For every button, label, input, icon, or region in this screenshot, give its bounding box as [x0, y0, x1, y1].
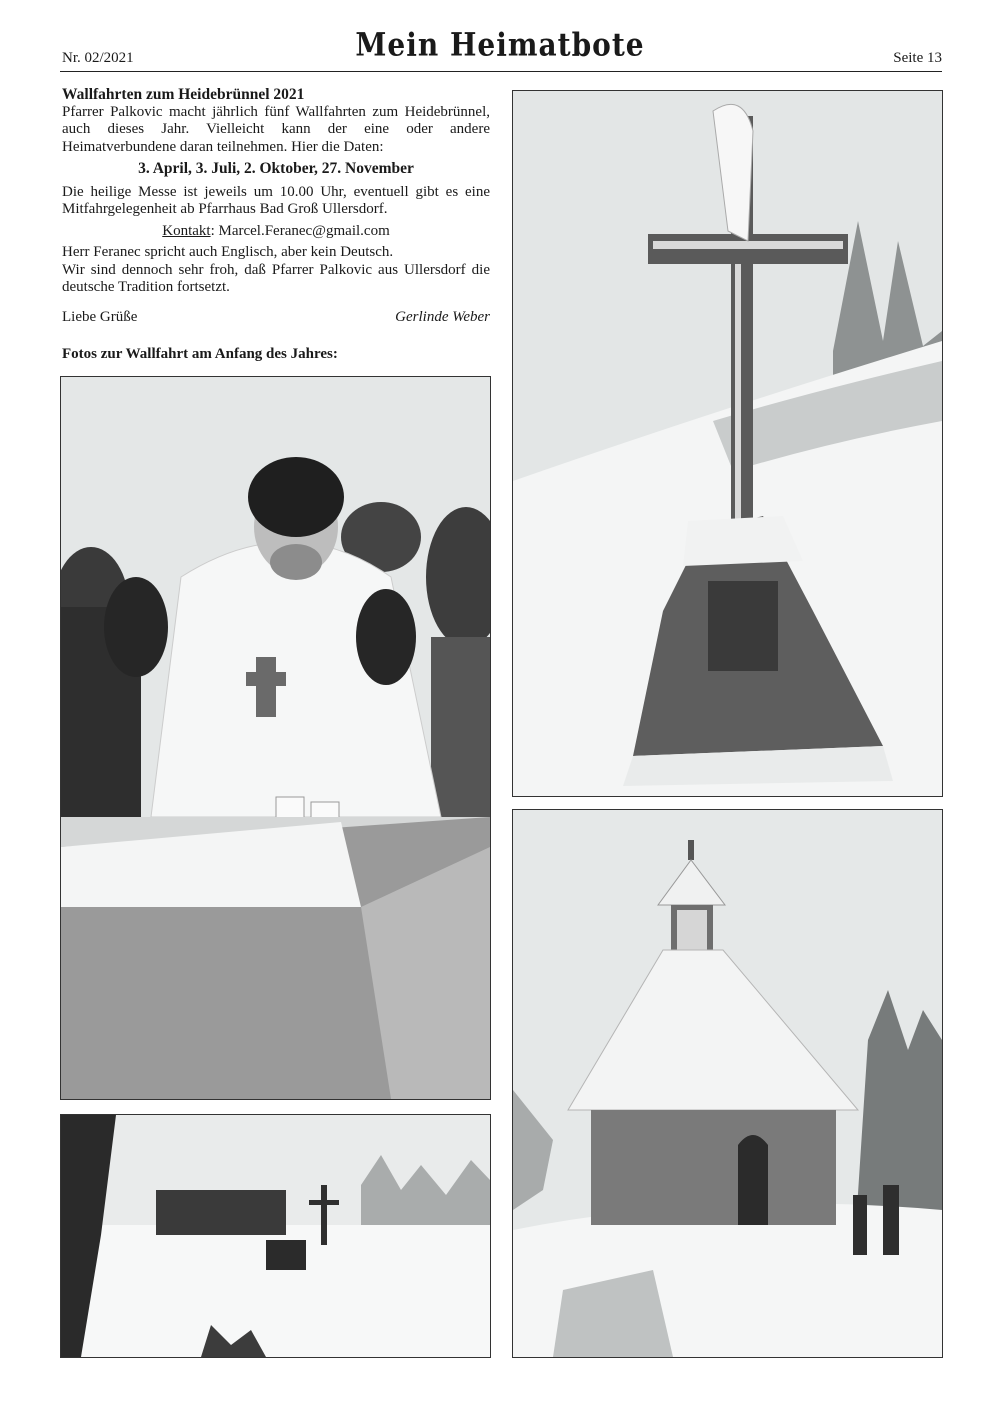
pilgrimage-dates: 3. April, 3. Juli, 2. Oktober, 27. November [138, 160, 414, 177]
article-title: Wallfahrten zum Heidebrünnel 2021 [62, 86, 305, 103]
photo-snowy-chapel [512, 809, 943, 1358]
masthead-logo: Mein Heimatbote [355, 25, 645, 64]
greeting: Liebe Grüße [62, 308, 138, 325]
article [62, 86, 490, 364]
closing-text: Wir sind dennoch sehr froh, daß Pfarrer Palkovic aus Ullersdorf die deutsche Tradition fortsetzt. [62, 261, 490, 295]
header-rule [60, 71, 942, 72]
chapel-photo-illustration [513, 810, 942, 1357]
contact-label: Kontakt [162, 222, 211, 239]
english-note: Herr Feranec spricht auch Englisch, aber kein Deutsch. [62, 244, 394, 260]
issue-number: Nr. 02/2021 [62, 50, 134, 66]
signature-line [62, 309, 490, 327]
contact-line [62, 223, 490, 241]
contact-email[interactable]: : Marcel.Feranec@gmail.com [210, 222, 390, 239]
photo-priest-at-altar [60, 376, 491, 1100]
photo-frosted-cross [512, 90, 943, 797]
photos-heading: Fotos zur Wallfahrt am Anfang des Jahres: [62, 346, 338, 362]
mass-info: Die heilige Messe ist jeweils um 10.00 Uhr, eventuell gibt es eine Mitfahrgelegenheit ab Pfarrhaus Bad Groß Ullersdorf. [62, 183, 490, 217]
article-intro: Pfarrer Palkovic macht jährlich fünf Wallfahrten zum Heidebrünnel, auch dieses Jahr. Vielleicht kann der eine oder andere Heimatverbundene daran teilnehmen. Hier die Daten: [62, 103, 490, 155]
page-number: Seite 13 [893, 50, 942, 66]
cross-photo-illustration [513, 91, 942, 796]
author-signature: Gerlinde Weber [395, 308, 490, 325]
photo-pilgrim-group [60, 1114, 491, 1358]
priest-photo-illustration [61, 377, 490, 1099]
pilgrims-photo-illustration [61, 1115, 490, 1357]
